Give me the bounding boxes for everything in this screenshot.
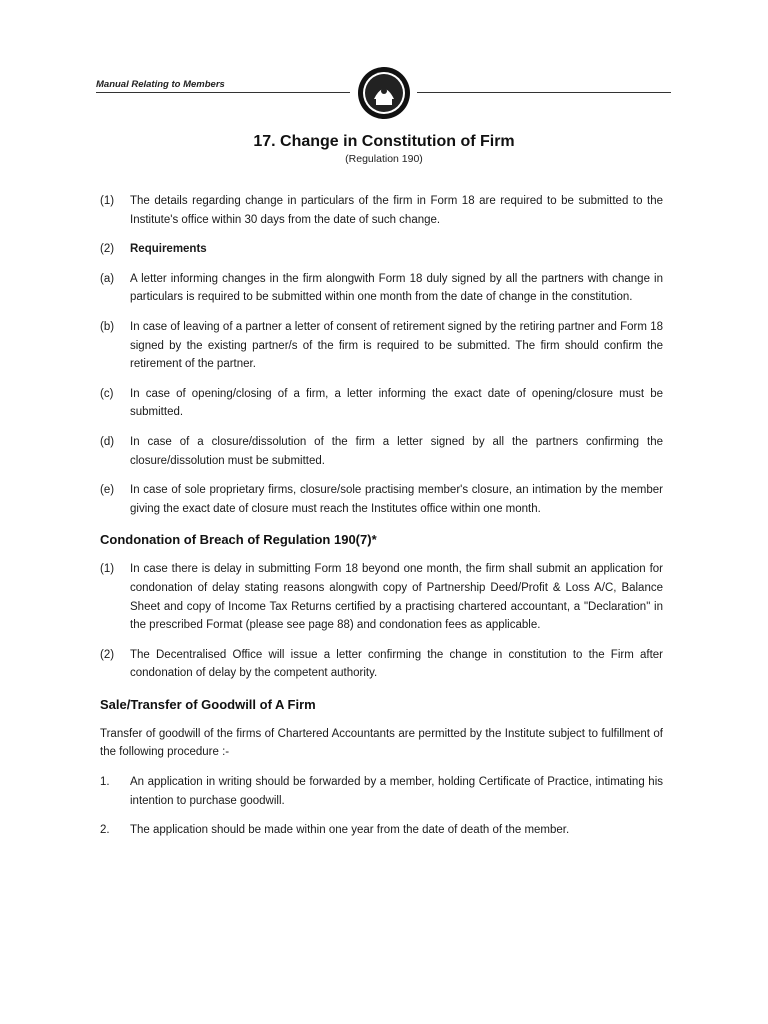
list-item [100,433,663,470]
item-number: (a) [100,272,115,285]
list-item [100,560,663,634]
list-item [100,646,663,683]
item-text: The application should be made within one year from the date of death of the member. [130,824,570,837]
page-subtitle: (Regulation 190) [345,153,423,165]
item-text: An application in writing should be forwarded by a member, holding Certificate of Practice, intimating his intention to purchase goodwill. [130,776,663,807]
section-heading-condonation: Condonation of Breach of Regulation 190(7)* [100,532,377,548]
list-item [100,318,663,374]
item-number: (b) [100,320,115,333]
item-number: (c) [100,387,114,400]
header-rule-right [417,92,671,93]
section-heading-goodwill: Sale/Transfer of Goodwill of A Firm [100,696,316,712]
item-text: In case there is delay in submitting Form 18 beyond one month, the firm shall submit an application for condonation of delay stating reasons alongwith copy of Partnership Deed/Profit & Loss A/C, Balance Sheet and copy of Income Tax Returns certified by a practising chartered accountant, a "Declaration" in the prescribed Format (please see page 88) and condonation fees as applicable. [130,563,663,632]
item-text: The details regarding change in particulars of the firm in Form 18 are required to be submitted to the Institute's office within 30 days from the date of such change. [130,195,663,226]
list-item [100,192,663,229]
item-text: The Decentralised Office will issue a letter confirming the change in constitution to the Firm after condonation of delay by the competent authority. [130,648,663,680]
item-number: (d) [100,435,115,448]
header-label: Manual Relating to Members [96,79,225,90]
requirements-heading [100,240,663,259]
list-item [100,385,663,422]
list-item [100,821,663,840]
item-number: 2. [100,824,110,837]
item-number: (2) [100,648,115,661]
item-number: (1) [100,195,115,207]
list-item [100,270,663,307]
item-number: (2) [100,243,115,256]
item-text: A letter informing changes in the firm alongwith Form 18 duly signed by all the partners with change in particulars is required to be submitted within one month from the date of change in the constitution. [130,272,663,304]
page-title: 17. Change in Constitution of Firm [253,133,515,150]
item-number: (1) [100,563,115,576]
list-item [100,773,663,810]
item-number: (e) [100,484,115,497]
requirements-label: Requirements [130,243,207,256]
goodwill-intro: Transfer of goodwill of the firms of Chartered Accountants are permitted by the Institute subject to fulfillment of the following procedure :- [100,727,663,759]
list-item [100,481,663,518]
item-text: In case of opening/closing of a firm, a letter informing the exact date of opening/closure must be submitted. [130,387,663,419]
item-text: In case of sole proprietary firms, closure/sole practising member's closure, an intimation by the member giving the exact date of closure must reach the Institutes office within one month. [130,484,663,515]
document-body [100,192,663,851]
institute-emblem-icon [356,65,412,121]
item-text: In case of a closure/dissolution of the firm a letter signed by all the partners confirming the closure/dissolution must be submitted. [130,435,663,467]
item-text: In case of leaving of a partner a letter of consent of retirement signed by the retiring partner and Form 18 signed by the existing partner/s of the firm is required to be submitted. The firm should confirm the retirement of the partner. [130,320,663,371]
header-rule-left [96,92,350,93]
item-number: 1. [100,776,110,789]
